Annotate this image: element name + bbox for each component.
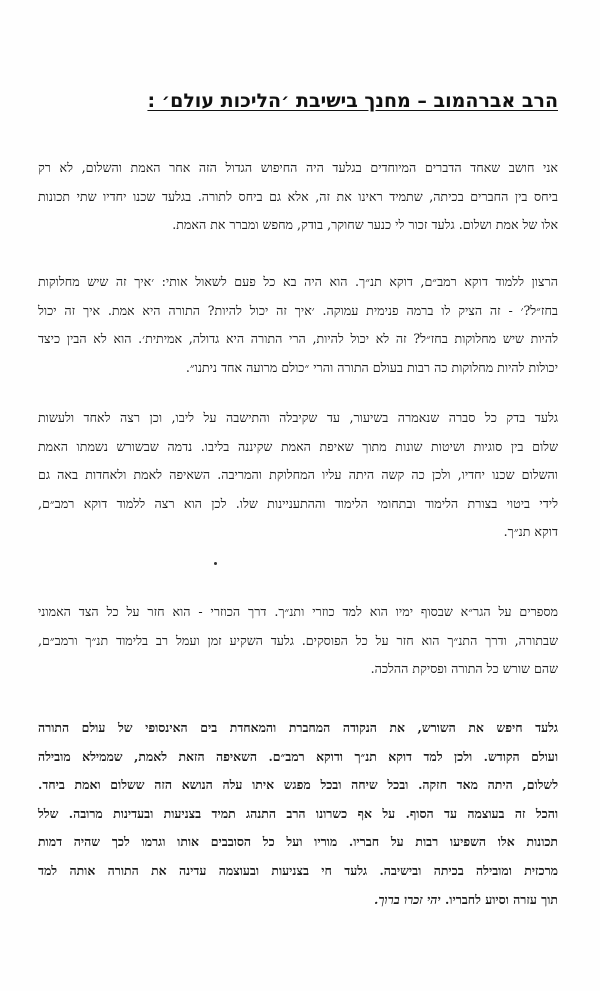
- text-line: לידי ביטוי בצורת הלימוד ובתחומי הלימוד וההתעניינות שלו. לכן הוא רצה ללמוד דוקא רמב״ם,: [38, 495, 558, 511]
- paragraph-3: [38, 404, 558, 547]
- paragraph-2: [38, 268, 558, 382]
- text-line: אלו של אמת ושלום. גלעד זכור לי כנער שחוקר, בודק, מחפש ומברר את האמת.: [172, 217, 558, 232]
- page-title: הרב אברהמוב – מחנך בישיבת ׳הליכות עולם׳ :: [147, 90, 558, 112]
- text-line: גלעד בדק כל סברה שנאמרה בשיעור, עד שקיבלה והתישבה על ליבו, וכן רצה לאחד ולעשות: [38, 410, 558, 425]
- text-line: שהם שורש כל התורה ופסיקת ההלכה.: [370, 661, 558, 676]
- text-line: והכל זה בעוצמה עד הסוף. על אף כשרונו הרב התנהג תמיד בצניעות ובעדינות מרובה. שלל: [38, 805, 558, 821]
- text-line: ועולם הקודש. ולכן למד דוקא תנ״ך ודוקא רמב״ם. השאיפה הזאת לאמת, שממילא מובילה: [38, 748, 558, 764]
- paragraph-5: [38, 714, 558, 914]
- text-line: לשלום, היתה מאד חזקה. ובכל שיחה ובכל מפגש איתו עלה הנושא הזה ששלום ואמת ביחד.: [38, 777, 558, 793]
- text-line: יכולות להיות מחלוקות כה רבות בעולם התורה והרי ״כולם מרועה אחד ניתנו״.: [185, 359, 558, 375]
- text-line: גלעד חיפש את השורש, את הנקודה המחברת והמאחדת בים האינסופי של עולם התורה: [38, 720, 558, 735]
- print-speck: [214, 562, 217, 565]
- text-line: הרצון ללמוד דוקא רמב״ם, דוקא תנ״ך. הוא היה בא כל פעם לשאול אותי: ׳איך זה שיש מחלוקות: [38, 274, 558, 289]
- text-line: ביחס בין החברים בכיתה, שתמיד ראינו את זה, אלא גם ביחס לתורה. בגלעד שכנו יחדיו שתי תכונות: [38, 188, 558, 204]
- text-line: דוקא תנ״ך.: [503, 524, 558, 539]
- text-line: בחז״ל?׳ - זה הציק לו ברמה פנימית עמוקה. ׳איך זה יכול להיות? התורה היא אמת. איך זה יכול: [38, 302, 558, 318]
- text-line-with-closing: [38, 886, 558, 915]
- text-line: שבתורה, ודרך התנ״ך הוא חזר על כל הפוסקים. גלעד השקיע זמן ועמל רב בלימוד תנ״ך ורמב״ם,: [38, 632, 558, 648]
- text-line: אני חושב שאחד הדברים המיוחדים בגלעד היה החיפוש הגדול הזה אחר האמת והשלום, לא רק: [38, 160, 558, 175]
- text-line: להיות שיש מחלוקות בחז״ל? זה לא יכול להיות, הרי התורה היא גדולה, אמיתית׳. הוא לא הבין כיצד: [38, 331, 558, 346]
- paragraph-4: [38, 598, 558, 684]
- text-line: מרכזית ומובילה בכיתה ובישיבה. גלעד חי בצניעות ובעוצמה עדינה את התורה אותה למד: [38, 862, 558, 878]
- text-line: תוך עזרה וסיוע לחבריו.: [444, 891, 558, 907]
- paragraph-1: [38, 154, 558, 240]
- text-line: תכונות אלו השפיעו רבות על חבריו. מוריו ועל כל הסובבים אותו וגרמו לכך שהיה דמות: [38, 834, 558, 850]
- text-line: מספרים על הגר״א שבסוף ימיו הוא למד כוזרי ותנ״ך. דרך הכוזרי - הוא חזר על כל הצד האמוני: [38, 604, 558, 619]
- closing-blessing: יהי זכרו ברוך.: [374, 891, 441, 907]
- text-line: והשלום שכנו יחדיו, ולכן כה קשה היתה עליו המחלוקת והמריבה. השאיפה לאמת ולאחדות באה גם: [38, 467, 558, 482]
- text-line: שלום בין סוגיות ושיטות שונות מתוך שאיפת האמת שקיננה בליבו. נדמה שבשורש נשמתו האמת: [38, 438, 558, 454]
